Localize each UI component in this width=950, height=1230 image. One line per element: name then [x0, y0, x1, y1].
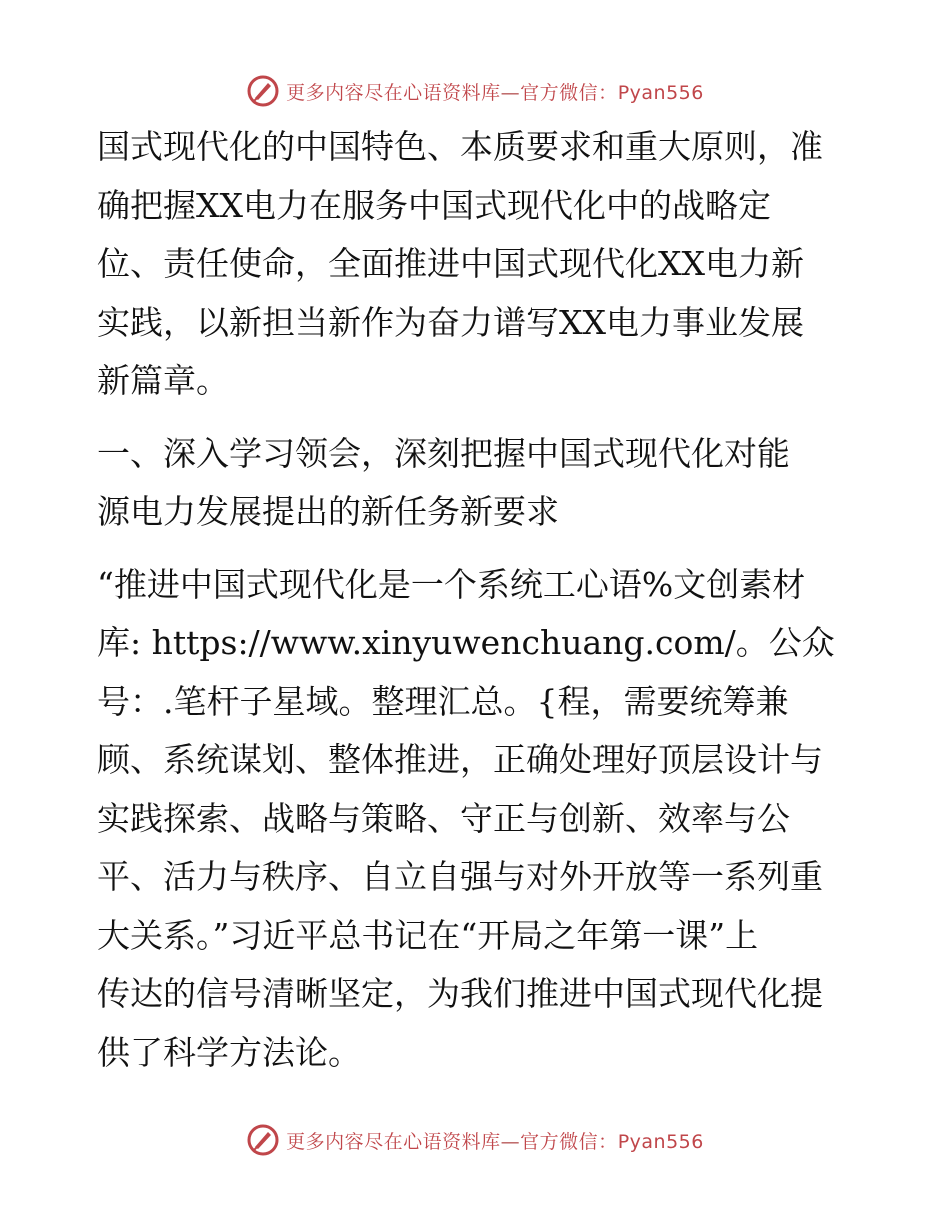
paragraph-1	[97, 118, 857, 411]
header-banner	[0, 71, 950, 111]
paragraph-2-line: 号：.笔杆子星域。整理汇总。{程，需要统筹兼	[97, 681, 789, 721]
paragraph-2	[97, 556, 857, 1083]
paragraph-1-line: 实践，以新担当新作为奋力谱写XX电力事业发展	[97, 302, 804, 342]
heading-line: 源电力发展提出的新任务新要求	[97, 492, 559, 531]
header-brand-text: 更多内容尽在心语资料库	[286, 81, 501, 104]
heading-line: 一、深入学习领会，深刻把握中国式现代化对能	[97, 433, 790, 473]
paragraph-2-line: 平、活力与秩序、自立自强与对外开放等一系列重	[97, 857, 823, 896]
brand-logo-icon	[246, 74, 280, 108]
paragraph-1-line: 位、责任使命，全面推进中国式现代化XX电力新	[97, 244, 804, 283]
footer-brand-text: 更多内容尽在心语资料库	[286, 1130, 501, 1153]
header-separator: —	[500, 81, 521, 104]
section-heading-1	[97, 425, 857, 542]
paragraph-1-line: 确把握XX电力在服务中国式现代化中的战略定	[97, 185, 771, 225]
paragraph-2-line: 大关系。”习近平总书记在“开局之年第一课”上	[97, 915, 759, 955]
footer-separator: —	[500, 1130, 521, 1153]
document-body	[97, 118, 857, 1082]
footer-wechat-label: 官方微信：	[520, 1130, 618, 1153]
footer-wechat-id: Pyan556	[617, 1130, 704, 1153]
paragraph-1-line: 国式现代化的中国特色、本质要求和重大原则，准	[97, 127, 823, 166]
header-banner-text	[286, 78, 704, 105]
brand-logo-icon	[246, 1123, 280, 1157]
paragraph-2-line: 实践探索、战略与策略、守正与创新、效率与公	[97, 798, 790, 838]
paragraph-1-line: 新篇章。	[97, 361, 229, 400]
footer-banner	[0, 1120, 950, 1160]
header-wechat-id: Pyan556	[617, 81, 704, 104]
paragraph-2-line: 库: https://www.xinyuwenchuang.com/。公众	[97, 623, 835, 662]
paragraph-2-line: “推进中国式现代化是一个系统工心语%文创素材	[97, 564, 806, 604]
header-wechat-label: 官方微信：	[520, 81, 618, 104]
paragraph-2-line: 顾、系统谋划、整体推进，正确处理好顶层设计与	[97, 740, 823, 779]
paragraph-2-line: 供了科学方法论。	[97, 1032, 361, 1072]
paragraph-2-line: 传达的信号清晰坚定，为我们推进中国式现代化提	[97, 974, 823, 1013]
footer-banner-text	[286, 1127, 704, 1154]
